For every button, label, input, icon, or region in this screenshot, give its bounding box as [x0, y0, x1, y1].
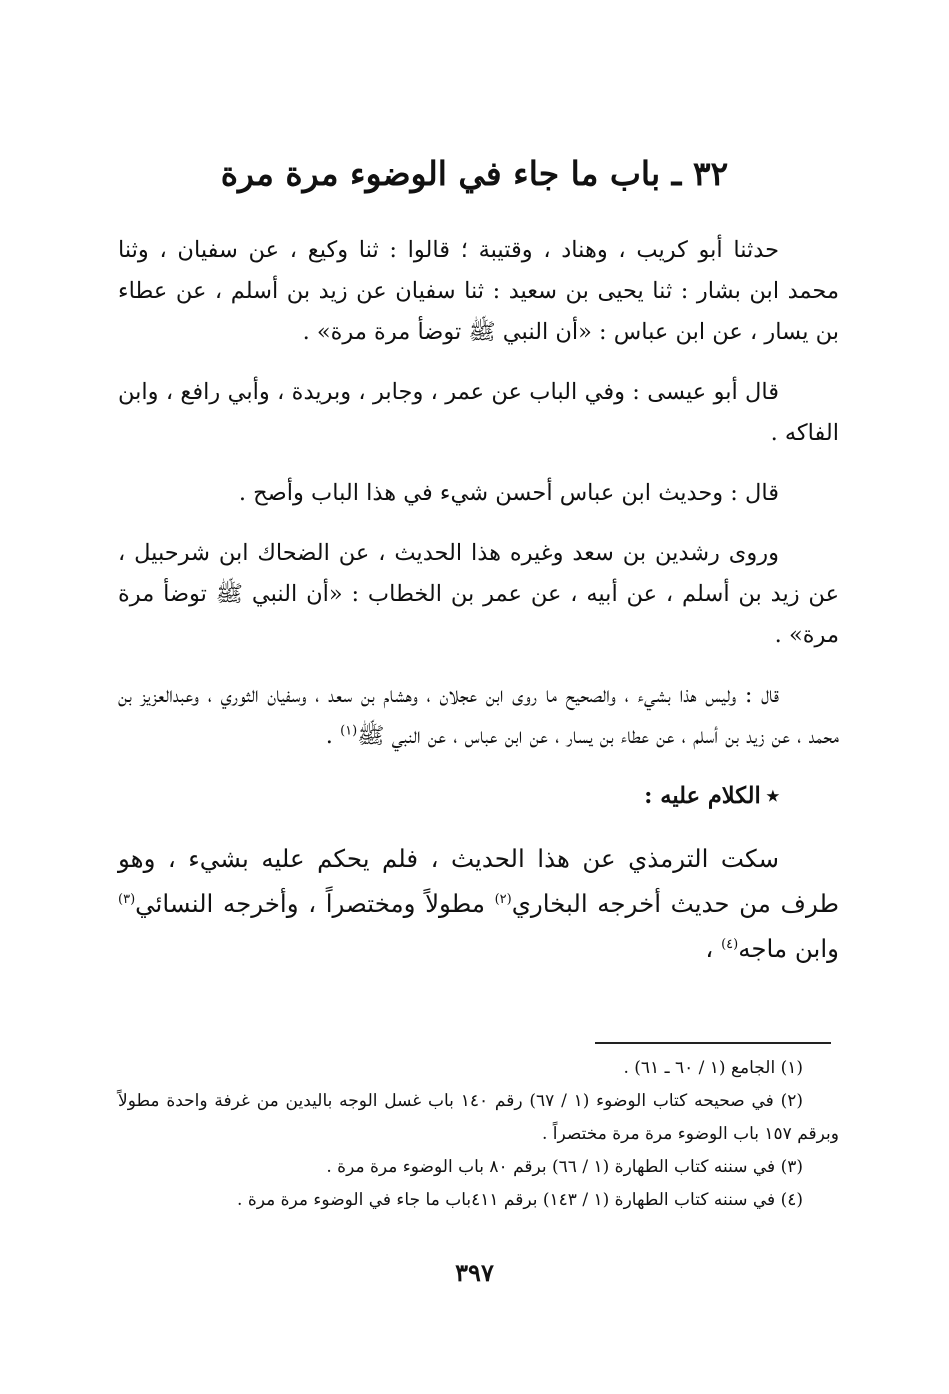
- footnotes: [118, 1052, 839, 1217]
- footnote-ref: (٣): [118, 891, 136, 907]
- paragraph: قال أبو عيسى : وفي الباب عن عمر ، وجابر ، وبريدة ، وأبي رافع ، وابن الفاكه .: [118, 379, 839, 446]
- paragraph: حدثنا أبو كريب ، وهناد ، وقتيبة ؛ قالوا : ثنا وكيع ، عن سفيان ، وثنا محمد ابن بشار : ثنا يحيى بن سعيد : ثنا سفيان عن زيد بن أسلم ، عن عطاء بن يسار ، عن ابن عباس : «أن النبي ﷺ توضأ مرة مرة» .: [118, 237, 839, 345]
- paragraph: قال : وحديث ابن عباس أحسن شيء في هذا الباب وأصح .: [238, 480, 779, 506]
- section-heading-text: الكلام عليه :: [644, 783, 761, 809]
- paragraph: وروى رشدين بن سعد وغيره هذا الحديث ، عن الضحاك ابن شرحبيل ، عن زيد بن أسلم ، عن أبيه ، عن عمر بن الخطاب : «أن النبي ﷺ توضأ مرة مرة» .: [118, 540, 839, 648]
- commentary-text: ،: [705, 934, 722, 963]
- footnote: (٤) في سننه كتاب الطهارة (١ / ١٤٣) برقم ٤١١باب ما جاء في الوضوء مرة مرة .: [237, 1190, 803, 1210]
- main-text: [118, 230, 839, 990]
- paragraph: [118, 675, 839, 757]
- footnote: (٢) في صحيحه كتاب الوضوء (١ / ٦٧) رقم ١٤٠ باب غسل الوجه باليدين من غرفة واحدة مطولاً وبرقم ١٥٧ باب الوضوء مرة مرة مختصراً .: [118, 1091, 839, 1144]
- star-marker: ٭: [766, 783, 779, 809]
- paragraph-text: قال : وليس هذا بشيء ، والصحيح ما روى ابن عجلان ، وهشام بن سعد ، وسفيان الثوري ، وعبدالعزيز بن محمد ، عن زيد بن أسلم ، عن عطاء بن يسار ، عن ابن عباس ، عن النبي ﷺ: [118, 682, 839, 749]
- paragraph-end: .: [325, 723, 341, 749]
- commentary-paragraph: [118, 836, 839, 971]
- footnote: (١) الجامع (١ / ٦٠ ـ ٦١) .: [623, 1058, 803, 1078]
- section-heading: [118, 776, 839, 817]
- page-number: ٣٩٧: [455, 1258, 494, 1287]
- footnote-ref: (٢): [494, 891, 512, 907]
- commentary-text: وابن ماجه: [738, 934, 839, 963]
- footnote: (٣) في سننه كتاب الطهارة (١ / ٦٦) برقم ٨٠ باب الوضوء مرة مرة .: [326, 1157, 803, 1177]
- footnote-ref: (٤): [721, 936, 739, 952]
- commentary-text: سكت الترمذي عن هذا الحديث ، فلم يحكم عليه بشيء ، وهو طرف من حديث أخرجه البخاري: [118, 844, 839, 918]
- commentary-text: مطولاً ومختصراً ، وأخرجه النسائي: [135, 889, 495, 918]
- footnote-ref: (١): [340, 723, 358, 739]
- footnote-divider: [595, 1042, 831, 1044]
- chapter-title: ٣٢ ـ باب ما جاء في الوضوء مرة مرة: [220, 154, 729, 194]
